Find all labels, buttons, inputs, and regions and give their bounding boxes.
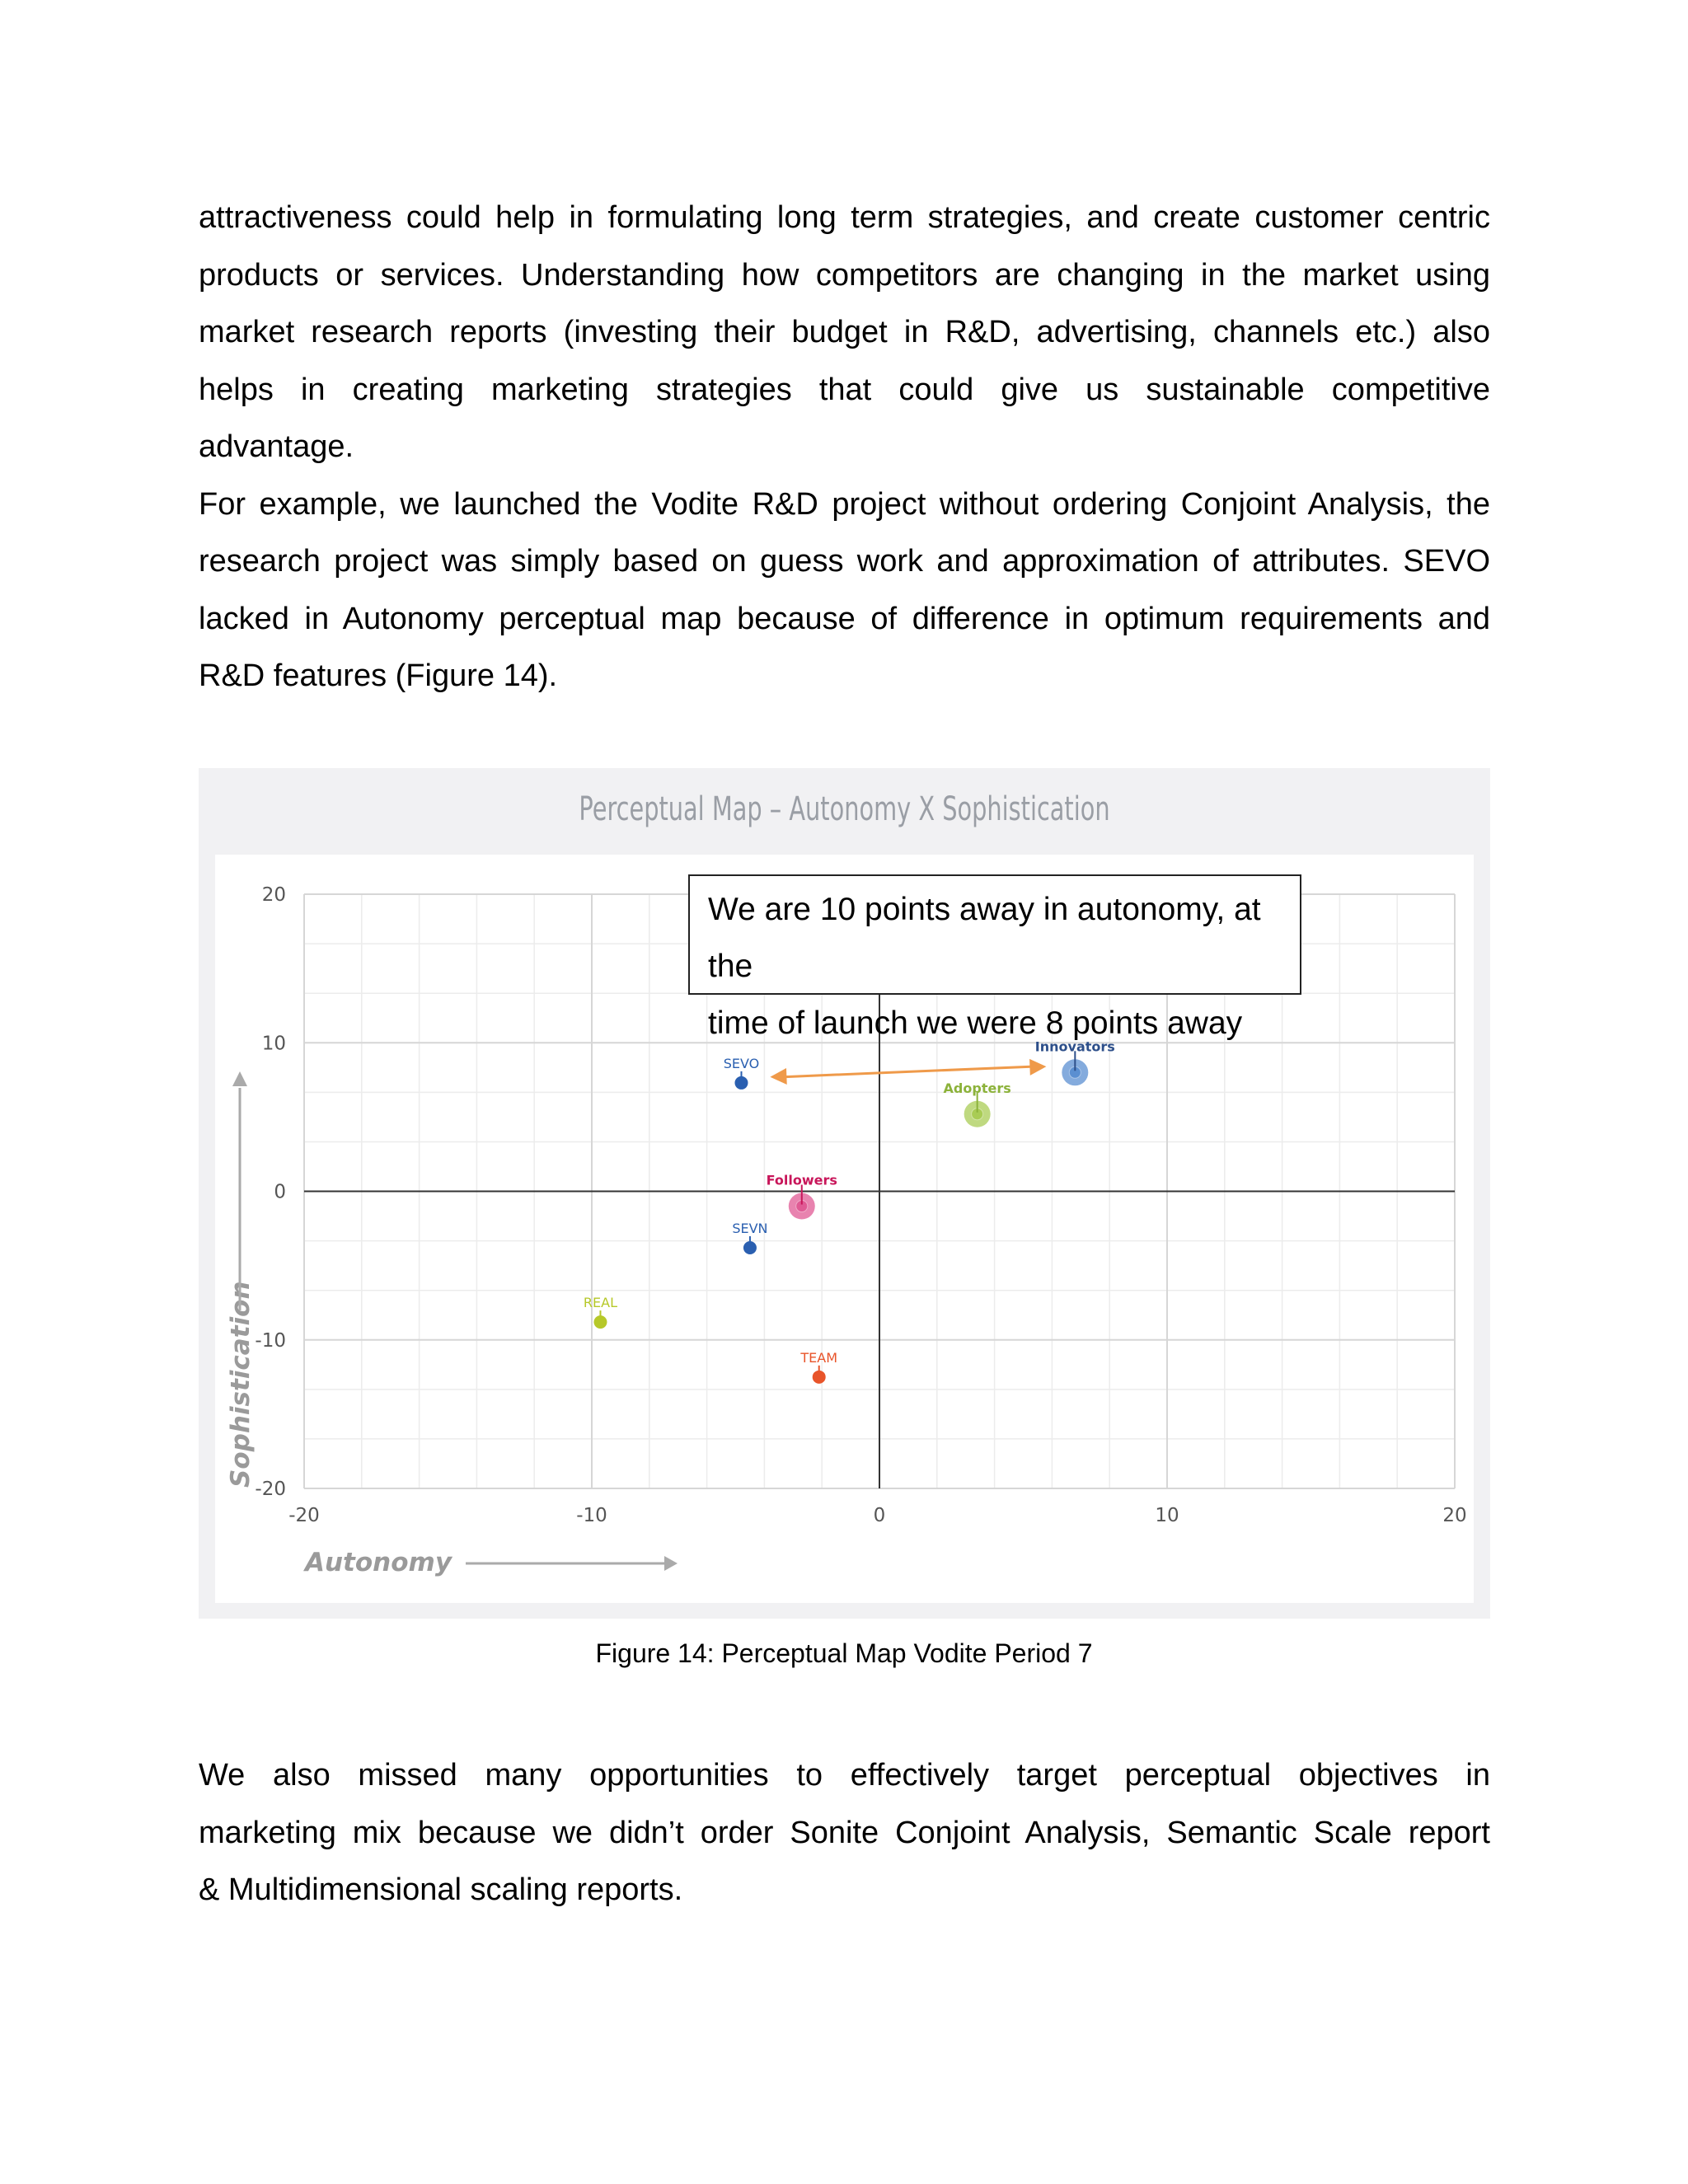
y-tick-label: 0 (274, 1181, 286, 1203)
text-line: products or services. Understanding how competitors are changing in the market using (199, 257, 1490, 293)
x-tick-label: 10 (1155, 1505, 1179, 1526)
brand-label-team: TEAM (800, 1349, 838, 1366)
segment-label-adopters: Adopters (943, 1080, 1011, 1096)
x-tick-label: 20 (1442, 1505, 1467, 1526)
text-line: research project was simply based on guess work and approximation of attributes. SEVO (199, 544, 1490, 579)
chart-annotation-box (688, 874, 1301, 1041)
x-tick-label: -10 (576, 1505, 607, 1526)
y-tick-label: 10 (261, 1033, 286, 1055)
text-line: lacked in Autonomy perceptual map because of difference in optimum requirements and (199, 601, 1490, 636)
paragraph-intro (199, 190, 1490, 705)
paragraph-conclusion (199, 1747, 1490, 1919)
segment-label-innovators: Innovators (1034, 1038, 1115, 1055)
segment-label-followers: Followers (766, 1172, 837, 1188)
x-tick-label: 0 (873, 1505, 886, 1526)
brand-label-sevn: SEVN (732, 1220, 768, 1236)
brand-label-sevo: SEVO (723, 1055, 760, 1071)
text-line: For example, we launched the Vodite R&D project without ordering Conjoint Analysis, the (199, 486, 1490, 522)
y-tick-label: -10 (255, 1329, 286, 1352)
y-tick-label: -20 (255, 1479, 286, 1500)
figure-caption: Figure 14: Perceptual Map Vodite Period 7 (595, 1638, 1093, 1668)
text-line: marketing mix because we didn’t order Sonite Conjoint Analysis, Semantic Scale report (199, 1815, 1490, 1850)
annotation-line-1: We are 10 points away in autonomy, at the (708, 892, 1261, 984)
annotation-line-2: time of launch we were 8 points away (708, 1005, 1243, 1041)
text-line: attractiveness could help in formulating long term strategies, and create customer centric (199, 200, 1490, 235)
text-line: R&D features (Figure 14). (199, 658, 558, 693)
y-tick-label: 20 (261, 884, 286, 906)
chart-title: Perceptual Map – Autonomy X Sophistication (579, 790, 1110, 828)
y-axis-label: Sophistication (226, 1281, 256, 1488)
text-line: & Multidimensional scaling reports. (199, 1872, 683, 1907)
text-line: We also missed many opportunities to effectively target perceptual objectives in (199, 1758, 1490, 1793)
x-tick-label: -20 (288, 1505, 320, 1526)
text-line: market research reports (investing their budget in R&D, advertising, channels etc.) also (199, 315, 1490, 349)
x-axis-label: Autonomy (305, 1548, 452, 1577)
text-line: advantage. (199, 429, 354, 464)
text-line: helps in creating marketing strategies that could give us sustainable competitive (199, 372, 1490, 407)
brand-label-real: REAL (583, 1295, 618, 1311)
